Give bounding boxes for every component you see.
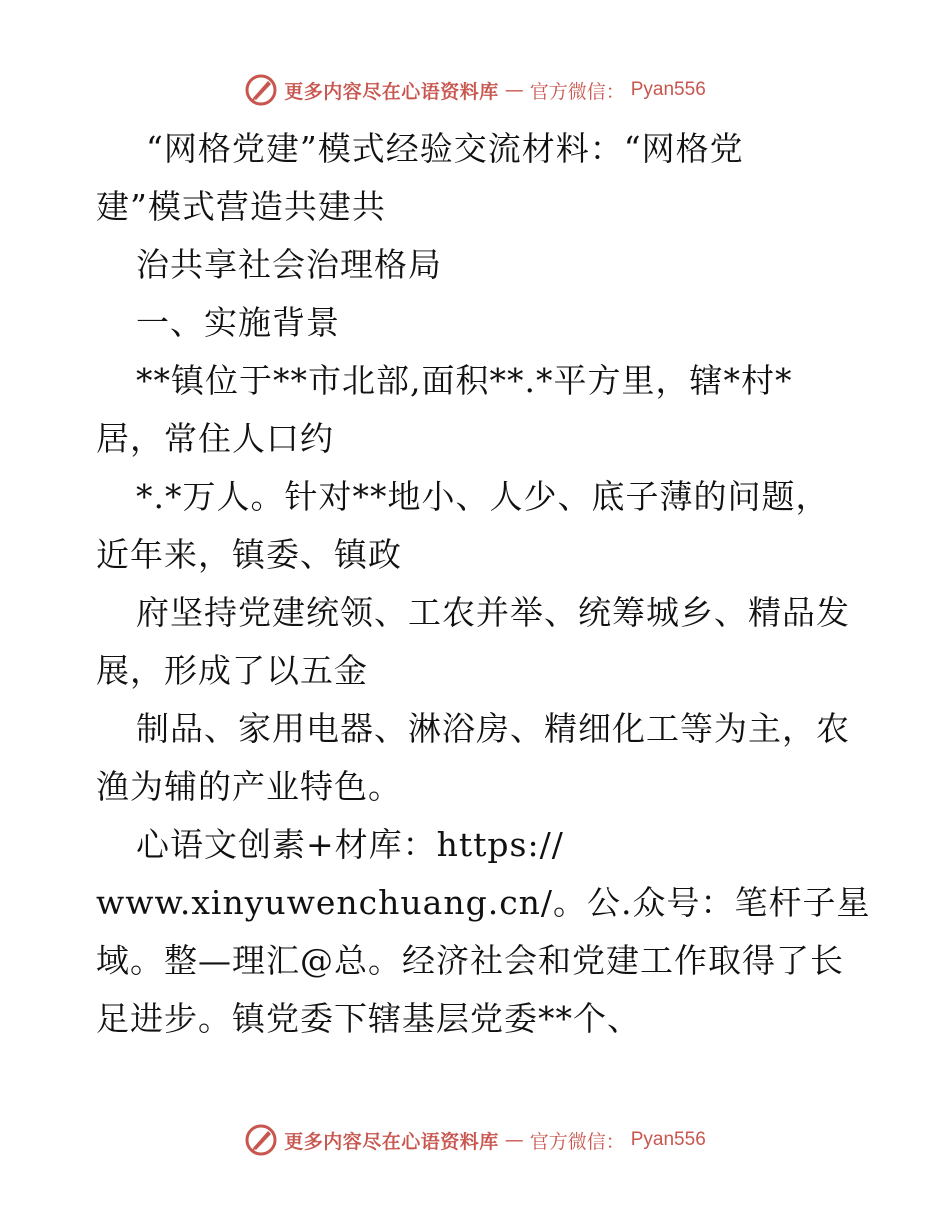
paragraph-line: 足进步。镇党委下辖基层党委**个、 [96, 999, 641, 1038]
banner-main-text: 更多内容尽在心语资料库 [284, 1130, 499, 1153]
paragraph-line: 制品、家用电器、淋浴房、精细化工等为主，农 [136, 709, 850, 748]
header-banner [0, 70, 950, 110]
paragraph-line: 近年来，镇委、镇政 [96, 535, 402, 574]
footer-banner [0, 1120, 950, 1160]
document-title-line-3: 治共享社会治理格局 [136, 245, 442, 284]
banner-wechat-label: 官方微信： [529, 1130, 625, 1153]
document-body [96, 120, 876, 1048]
paragraph-line: 府坚持党建统领、工农并举、统筹城乡、精品发 [136, 593, 850, 632]
banner-wechat-id: Pyan556 [630, 1129, 706, 1150]
paragraph-line: **镇位于**市北部,面积**.*平方里，辖*村* [136, 361, 793, 400]
paragraph-line: 域。整—理汇@总。经济社会和党建工作取得了长 [96, 941, 844, 980]
paragraph-line: 居，常住人口约 [96, 419, 334, 458]
document-title-line-1: “网格党建”模式经验交流材料：“网格党 [146, 129, 744, 168]
section-heading: 一、实施背景 [136, 303, 340, 342]
paragraph-line: 展，形成了以五金 [96, 651, 368, 690]
paragraph-line: *.*万人。针对**地小、人少、底子薄的问题， [136, 477, 830, 516]
banner-dash: — [504, 1129, 524, 1151]
banner-wechat-label: 官方微信： [529, 80, 625, 103]
document-title-line-2: 建”模式营造共建共 [96, 187, 386, 226]
banner-inner [244, 73, 706, 107]
quill-pen-logo-icon [244, 1123, 278, 1157]
banner-inner [244, 1123, 706, 1157]
paragraph-line: 渔为辅的产业特色。 [96, 767, 402, 806]
paragraph-line: www.xinyuwenchuang.cn/。公.众号：笔杆子星 [96, 883, 871, 922]
banner-main-text: 更多内容尽在心语资料库 [284, 80, 499, 103]
quill-pen-logo-icon [244, 73, 278, 107]
paragraph-line: 心语文创素+材库：https:// [136, 825, 564, 864]
banner-wechat-id: Pyan556 [630, 79, 706, 100]
banner-dash: — [504, 79, 524, 101]
